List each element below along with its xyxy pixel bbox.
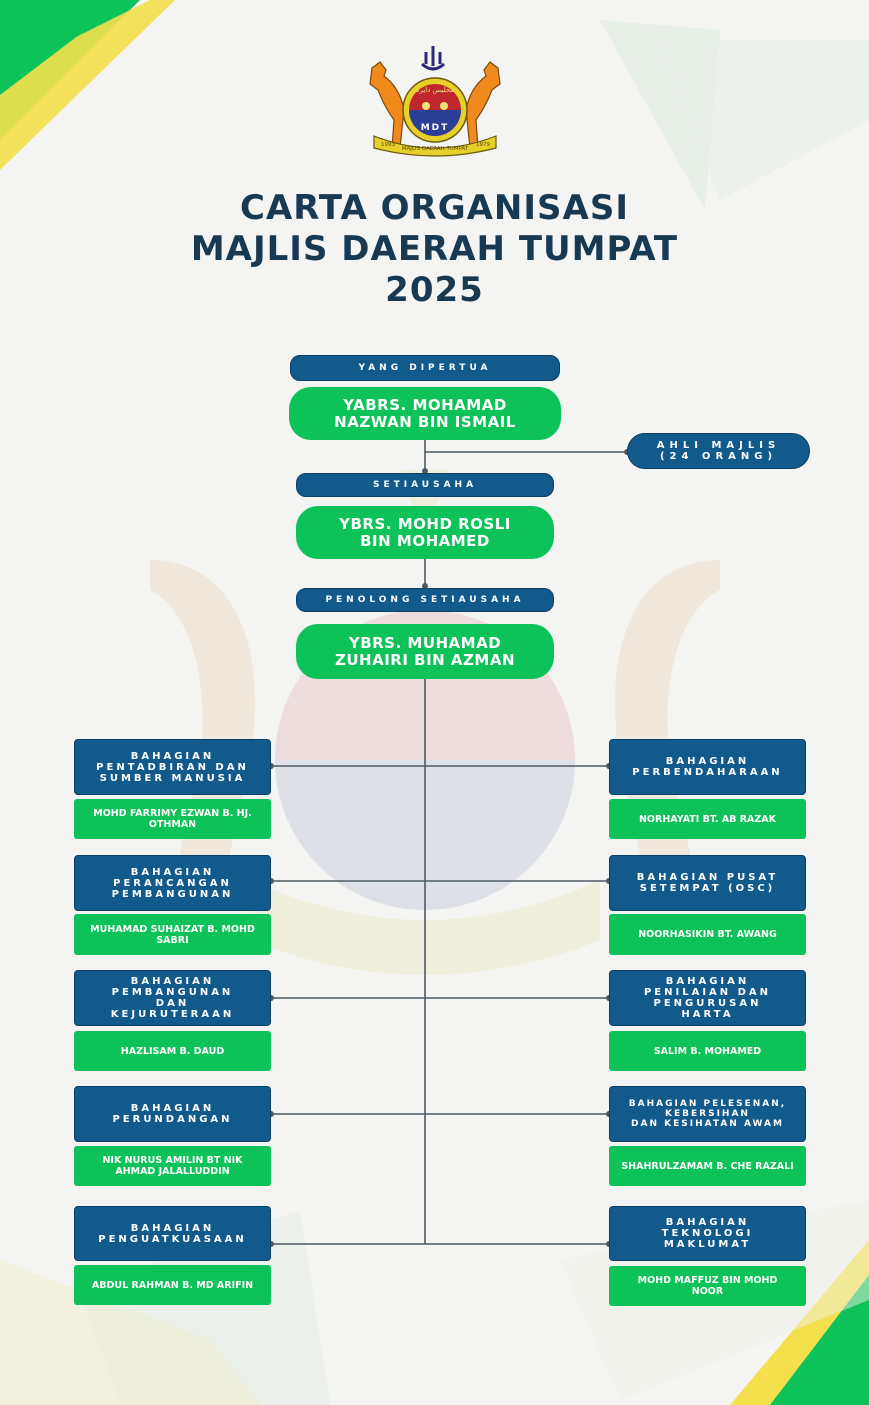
- logo-band-text: MAJLIS DAERAH TUMPAT: [401, 146, 469, 152]
- division-box-left-2: [74, 855, 271, 911]
- setiausaha-name-line1: YBRS. MOHD ROSLI: [339, 514, 511, 533]
- penolong-setiausaha-name-line1: YBRS. MUHAMAD: [348, 633, 502, 652]
- division-box-left-5: [74, 1206, 271, 1261]
- setiausaha-name-line2: BIN MOHAMED: [360, 531, 490, 550]
- division-title-line: PERBENDAHARAAN: [632, 767, 783, 778]
- division-title-line: PEMBANGUNAN: [111, 888, 234, 900]
- division-box-left-1: [74, 739, 271, 795]
- chart-title-line2: MAJLIS DAERAH TUMPAT: [190, 229, 679, 269]
- ahli-majlis-line1: AHLI MAJLIS: [656, 440, 781, 451]
- division-head-line: NIK NURUS AMILIN BT NIK: [102, 1155, 243, 1166]
- division-head-right-3: [609, 1031, 806, 1071]
- yang-dipertua-name: [289, 387, 561, 440]
- division-head-line: NOOR: [691, 1286, 724, 1297]
- division-title-line: TEKNOLOGI: [661, 1228, 754, 1239]
- division-title-line: BAHAGIAN: [665, 976, 750, 987]
- division-box-right-4: [609, 1086, 806, 1142]
- division-head-line: ABDUL RAHMAN B. MD ARIFIN: [91, 1279, 254, 1291]
- division-title-line: BAHAGIAN: [130, 866, 215, 878]
- division-title-line: PENTADBIRAN DAN: [96, 761, 249, 773]
- division-title-line: SETEMPAT (OSC): [639, 883, 776, 894]
- division-head-line: SHAHRULZAMAM B. CHE RAZALI: [621, 1160, 794, 1172]
- division-head-line: SALIM B. MOHAMED: [653, 1045, 762, 1057]
- division-title-line: PENGURUSAN: [653, 998, 762, 1009]
- division-title-line: BAHAGIAN PUSAT: [636, 872, 779, 883]
- division-box-left-3: [74, 970, 271, 1026]
- division-head-line: SABRI: [156, 934, 189, 946]
- division-title-line: PERUNDANGAN: [112, 1114, 233, 1125]
- division-title-line: PEMBANGUNAN: [111, 987, 234, 998]
- division-title-line: KEBERSIHAN: [665, 1109, 750, 1119]
- logo-mdt-text: MDT: [420, 123, 450, 133]
- setiausaha-label: SETIAUSAHA: [296, 473, 554, 497]
- division-head-right-1: [609, 799, 806, 839]
- ahli-majlis-line2: (24 ORANG): [659, 451, 778, 462]
- division-head-left-1: [74, 799, 271, 839]
- yang-dipertua-name-line2: NAZWAN BIN ISMAIL: [334, 412, 516, 431]
- chart-title-line1: CARTA ORGANISASI: [240, 188, 629, 228]
- division-title-line: BAHAGIAN: [130, 750, 215, 762]
- logo-year-left: 1993: [381, 142, 395, 148]
- division-box-right-5: [609, 1206, 806, 1261]
- division-title-line: PERANCANGAN: [113, 877, 232, 889]
- division-head-line: OTHMAN: [148, 819, 197, 830]
- logo-arabic-text: مجليس دايره: [415, 86, 455, 94]
- division-title-line: BAHAGIAN PELESENAN,: [628, 1099, 787, 1109]
- setiausaha-name: [296, 506, 554, 559]
- division-box-right-2: [609, 855, 806, 911]
- division-title-line: DAN KESIHATAN AWAM: [631, 1119, 784, 1129]
- division-head-left-3: [74, 1031, 271, 1071]
- division-title-line: BAHAGIAN: [665, 1217, 750, 1228]
- division-head-line: NORHAYATI BT. AB RAZAK: [638, 813, 776, 825]
- division-head-right-5: [609, 1266, 806, 1306]
- penolong-setiausaha-name: [296, 624, 554, 679]
- division-head-right-2: [609, 914, 806, 955]
- chart-title-year: 2025: [385, 270, 484, 310]
- division-box-right-1: [609, 739, 806, 795]
- yang-dipertua-label: YANG DIPERTUA: [290, 355, 560, 381]
- logo-year-right: 1979: [476, 142, 490, 148]
- division-title-line: KEJURUTERAAN: [110, 1009, 235, 1020]
- division-title-line: SUMBER MANUSIA: [99, 772, 246, 784]
- division-title-line: PENGUATKUASAAN: [98, 1233, 247, 1245]
- yang-dipertua-name-line1: YABRS. MOHAMAD: [343, 395, 507, 414]
- division-box-left-4: [74, 1086, 271, 1142]
- division-head-line: MOHD FARRIMY EZWAN B. HJ.: [93, 808, 252, 819]
- division-box-right-3: [609, 970, 806, 1026]
- division-head-line: NOORHASIKIN BT. AWANG: [638, 929, 777, 940]
- division-title-line: HARTA: [681, 1009, 734, 1020]
- division-head-left-4: [74, 1146, 271, 1186]
- division-head-left-2: [74, 914, 271, 955]
- division-title-line: BAHAGIAN: [130, 976, 215, 987]
- ahli-majlis-box: [627, 433, 810, 469]
- division-title-line: DAN: [155, 998, 190, 1009]
- division-head-line: HAZLISAM B. DAUD: [120, 1045, 225, 1057]
- division-title-line: BAHAGIAN: [130, 1103, 215, 1114]
- division-head-left-5: [74, 1265, 271, 1305]
- penolong-setiausaha-name-line2: ZUHAIRI BIN AZMAN: [334, 650, 516, 669]
- division-title-line: BAHAGIAN: [130, 1222, 215, 1234]
- division-head-line: AHMAD JALALLUDDIN: [115, 1166, 230, 1177]
- division-head-right-4: [609, 1146, 806, 1186]
- division-title-line: BAHAGIAN: [665, 756, 750, 767]
- division-title-line: PENILAIAN DAN: [643, 987, 772, 998]
- penolong-setiausaha-label: PENOLONG SETIAUSAHA: [296, 588, 554, 612]
- division-head-line: MOHD MAFFUZ BIN MOHD: [637, 1275, 778, 1286]
- division-head-line: MUHAMAD SUHAIZAT B. MOHD: [90, 923, 255, 935]
- division-title-line: MAKLUMAT: [663, 1239, 752, 1250]
